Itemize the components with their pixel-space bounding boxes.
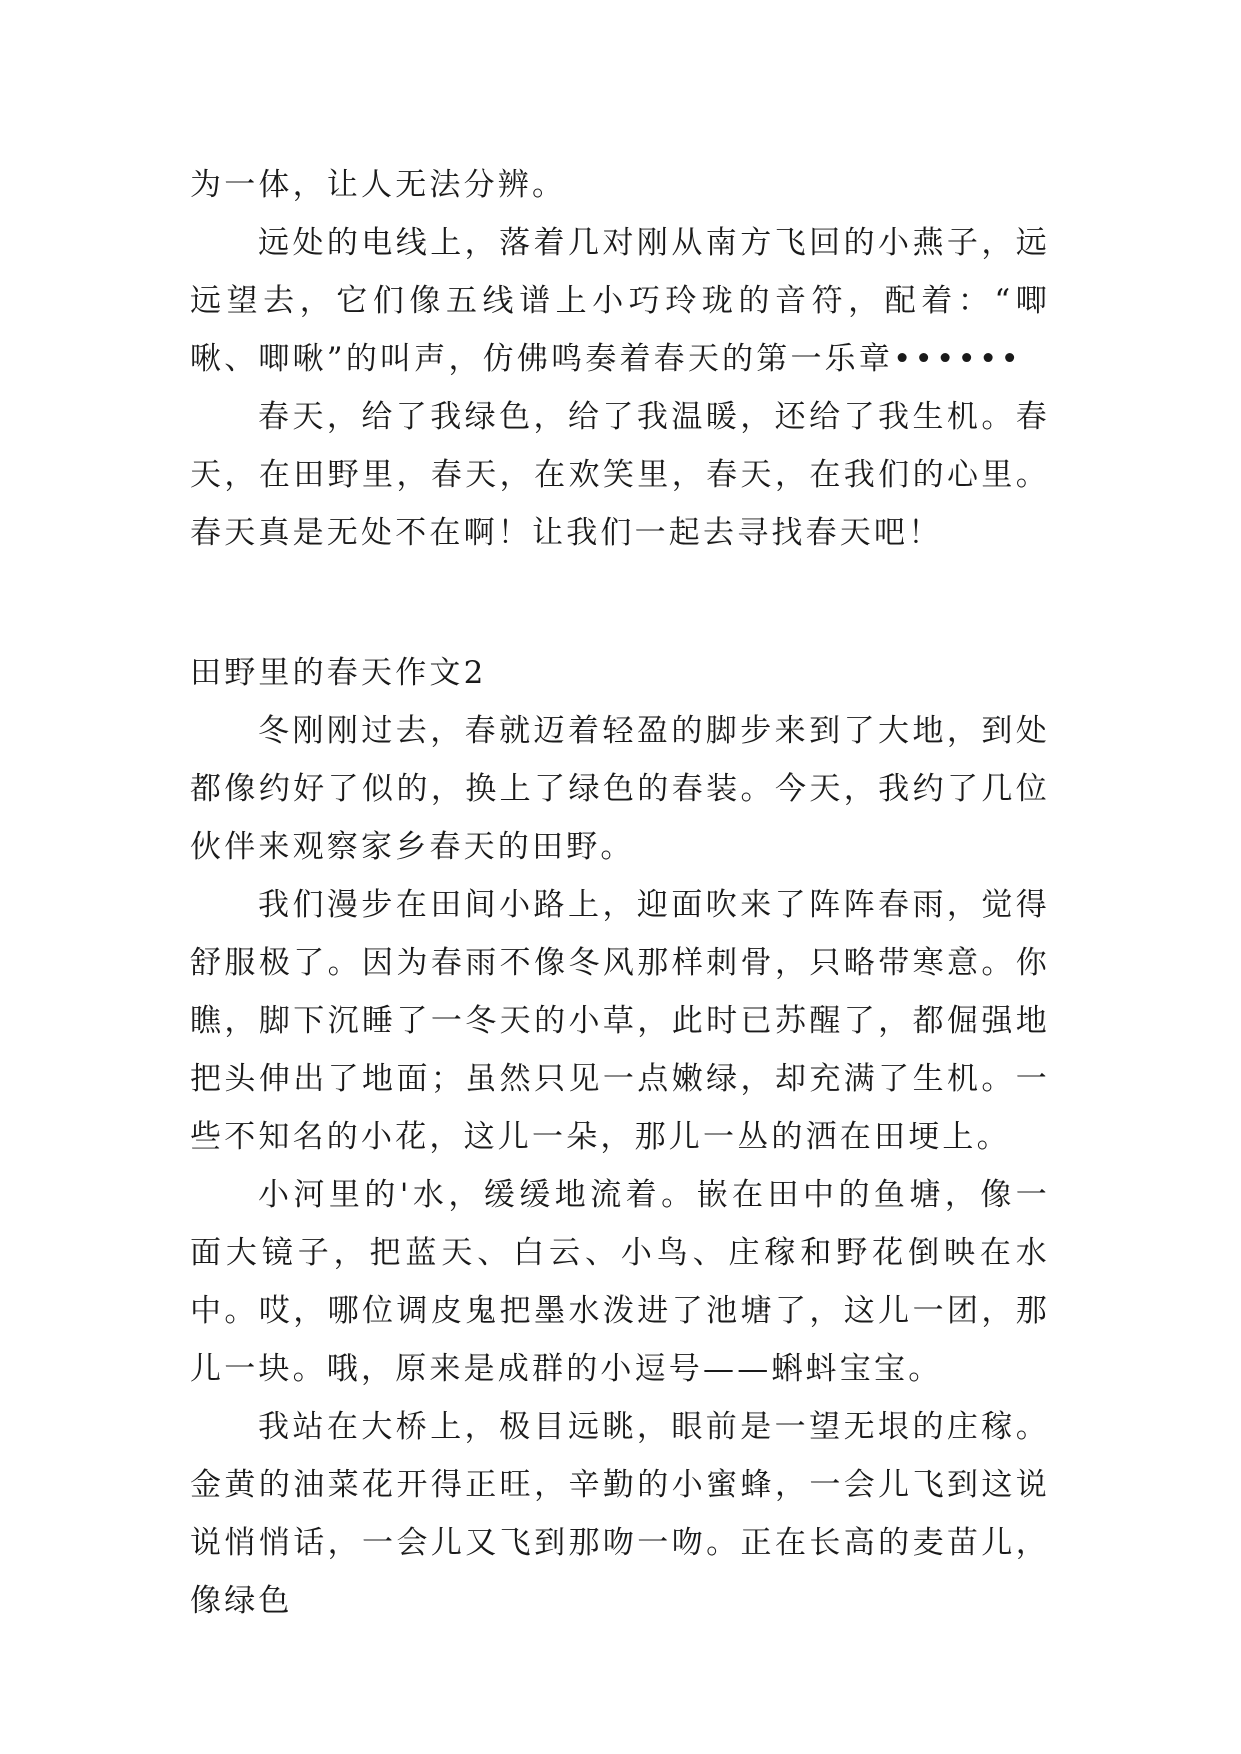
paragraph-field-path: 我们漫步在田间小路上，迎面吹来了阵阵春雨，觉得舒服极了。因为春雨不像冬风那样刺骨，只略带寒意。你瞧，脚下沉睡了一冬天的小草，此时已苏醒了，都倔强地把头伸出了地面；虽然只见一点嫩绿，却充满了生机。一些不知名的小花，这儿一朵，那儿一丛的洒在田埂上。 (190, 887, 1050, 1155)
section-heading-wrap (190, 644, 1050, 702)
paragraph-bridge: 我站在大桥上，极目远眺，眼前是一望无垠的庄稼。金黄的油菜花开得正旺，辛勤的小蜜蜂，一会儿飞到这说说悄悄话，一会儿又飞到那吻一吻。正在长高的麦苗儿，像绿色 (190, 1409, 1050, 1619)
document-body (190, 156, 1050, 1630)
paragraph-spring-conclusion: 春天，给了我绿色，给了我温暖，还给了我生机。春天，在田野里，春天，在欢笑里，春天，在我们的心里。春天真是无处不在啊！让我们一起去寻找春天吧！ (190, 399, 1050, 551)
blank-line (190, 562, 1050, 620)
section-heading: 田野里的春天作文2 (190, 655, 487, 691)
paragraph-intro: 冬刚刚过去，春就迈着轻盈的脚步来到了大地，到处都像约好了似的，换上了绿色的春装。今天，我约了几位伙伴来观察家乡春天的田野。 (190, 713, 1050, 865)
paragraph-river: 小河里的'水，缓缓地流着。嵌在田中的鱼塘，像一面大镜子，把蓝天、白云、小鸟、庄稼和野花倒映在水中。哎，哪位调皮鬼把墨水泼进了池塘了，这儿一团，那儿一块。哦，原来是成群的小逗号——蝌蚪宝宝。 (190, 1177, 1050, 1387)
paragraph-continuation: 为一体，让人无法分辨。 (190, 167, 567, 203)
paragraph-swallows: 远处的电线上，落着几对刚从南方飞回的小燕子，远远望去，它们像五线谱上小巧玲珑的音符，配着：“唧啾、唧啾”的叫声，仿佛鸣奏着春天的第一乐章•••••• (190, 225, 1050, 377)
